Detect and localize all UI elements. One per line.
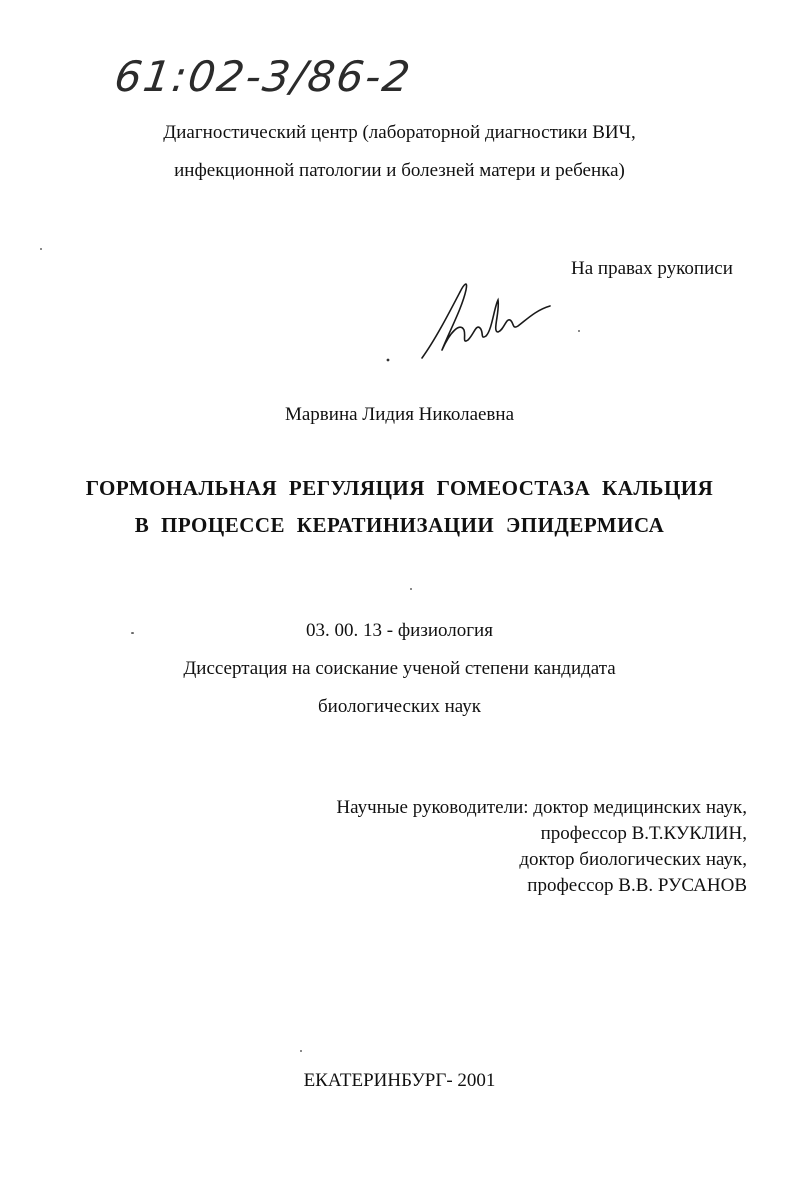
scan-speck: [40, 248, 42, 250]
supervisors-line-1: Научные руководители: доктор медицинских наук,: [336, 797, 747, 818]
archive-code-handwritten: 61:02-3/86-2: [111, 52, 415, 101]
supervisors-line-2: профессор В.Т.КУКЛИН,: [540, 823, 747, 844]
author-signature: [380, 270, 560, 380]
degree-line-2: биологических наук: [318, 696, 481, 717]
author-name: Марвина Лидия Николаевна: [284, 404, 515, 425]
specialty-code: 03. 00. 13 - физиология: [306, 620, 493, 641]
rights-notice: На правах рукописи: [571, 258, 733, 279]
scan-speck: [300, 1050, 302, 1052]
supervisors-block: [336, 795, 747, 899]
supervisors-line-3: доктор биологических наук,: [519, 849, 747, 870]
institution-line-2: инфекционной патологии и болезней матери и ребенка): [174, 160, 625, 181]
supervisors-line-4: профессор В.В. РУСАНОВ: [527, 875, 747, 896]
scan-speck: [578, 330, 580, 332]
thesis-title-line-1: ГОРМОНАЛЬНАЯ РЕГУЛЯЦИЯ ГОМЕОСТАЗА КАЛЬЦИЯ: [85, 476, 714, 500]
degree-line-1: Диссертация на соискание ученой степени кандидата: [183, 658, 616, 679]
city-year: ЕКАТЕРИНБУРГ- 2001: [303, 1070, 496, 1091]
scan-speck: [410, 588, 412, 590]
institution-line-1: Диагностический центр (лабораторной диагностики ВИЧ,: [163, 122, 636, 143]
scan-speck: [131, 632, 134, 634]
thesis-title-line-2: В ПРОЦЕССЕ КЕРАТИНИЗАЦИИ ЭПИДЕРМИСА: [134, 513, 665, 537]
